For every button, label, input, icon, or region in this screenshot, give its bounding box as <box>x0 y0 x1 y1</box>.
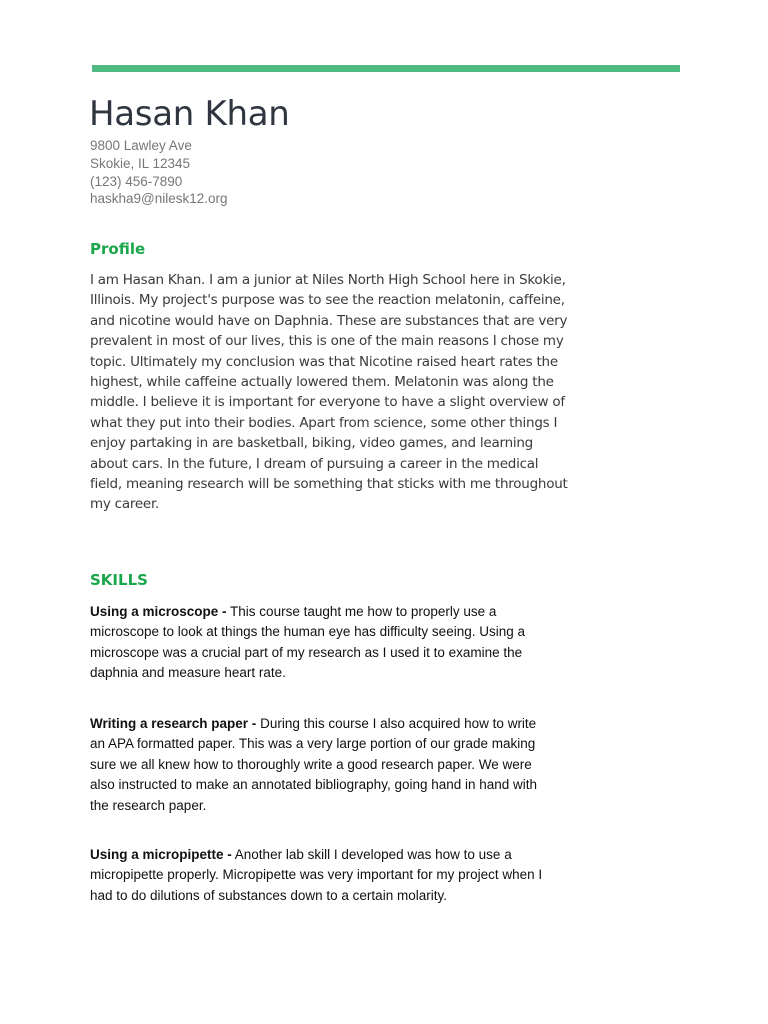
skill-title: Using a micropipette - <box>90 847 232 862</box>
contact-city: Skokie, IL 12345 <box>90 155 191 171</box>
skill-title: Using a microscope - <box>90 604 227 619</box>
profile-heading: Profile <box>90 240 146 258</box>
skill-description: During this course I also acquired how to write an APA formatted paper. This was a very large portion of our grade making sure we all knew how to thoroughly write a good research paper. We were also instructed to make an annotated bibliography, going hand in hand with the research paper. <box>90 716 538 813</box>
contact-street: 9800 Lawley Ave <box>90 138 192 153</box>
contact-info <box>90 137 228 208</box>
contact-phone: (123) 456-7890 <box>90 173 183 189</box>
skill-item-micropipette <box>90 845 545 906</box>
header-accent-bar <box>92 65 680 72</box>
resume-name: Hasan Khan <box>89 94 290 134</box>
skill-item-microscope <box>90 602 545 684</box>
skill-description: This course taught me how to properly use a microscope to look at things the human eye has difficulty seeing. Using a microscope was a crucial part of my research as I used it to examine the daphnia and measure heart rate. <box>90 604 525 681</box>
skills-heading: SKILLS <box>90 571 148 589</box>
profile-text: I am Hasan Khan. I am a junior at Niles North High School here in Skokie, Illinois. My project's purpose was to see the reaction melatonin, caffeine, and nicotine would have on Daphnia. These are substances that are very prevalent in most of our lives, this is one of the main reasons I chose my topic. Ultimately my conclusion was that Nicotine raised heart rates the highest, while caffeine actually lowered them. Melatonin was along the middle. I believe it is important for everyone to have a slight overview of what they put into their bodies. Apart from science, some other things I enjoy partaking in are basketball, biking, video games, and learning about cars. In the future, I dream of pursuing a career in the medical field, meaning research will be something that sticks with me throughout my career. <box>90 272 568 513</box>
skill-item-research-paper <box>90 714 545 816</box>
contact-email: haskha9@nilesk12.org <box>90 191 228 207</box>
skill-description: Another lab skill I developed was how to use a micropipette properly. Micropipette was very important for my project when I had to do dilutions of substances down to a certain molarity. <box>90 847 543 903</box>
skill-title: Writing a research paper - <box>90 716 257 731</box>
